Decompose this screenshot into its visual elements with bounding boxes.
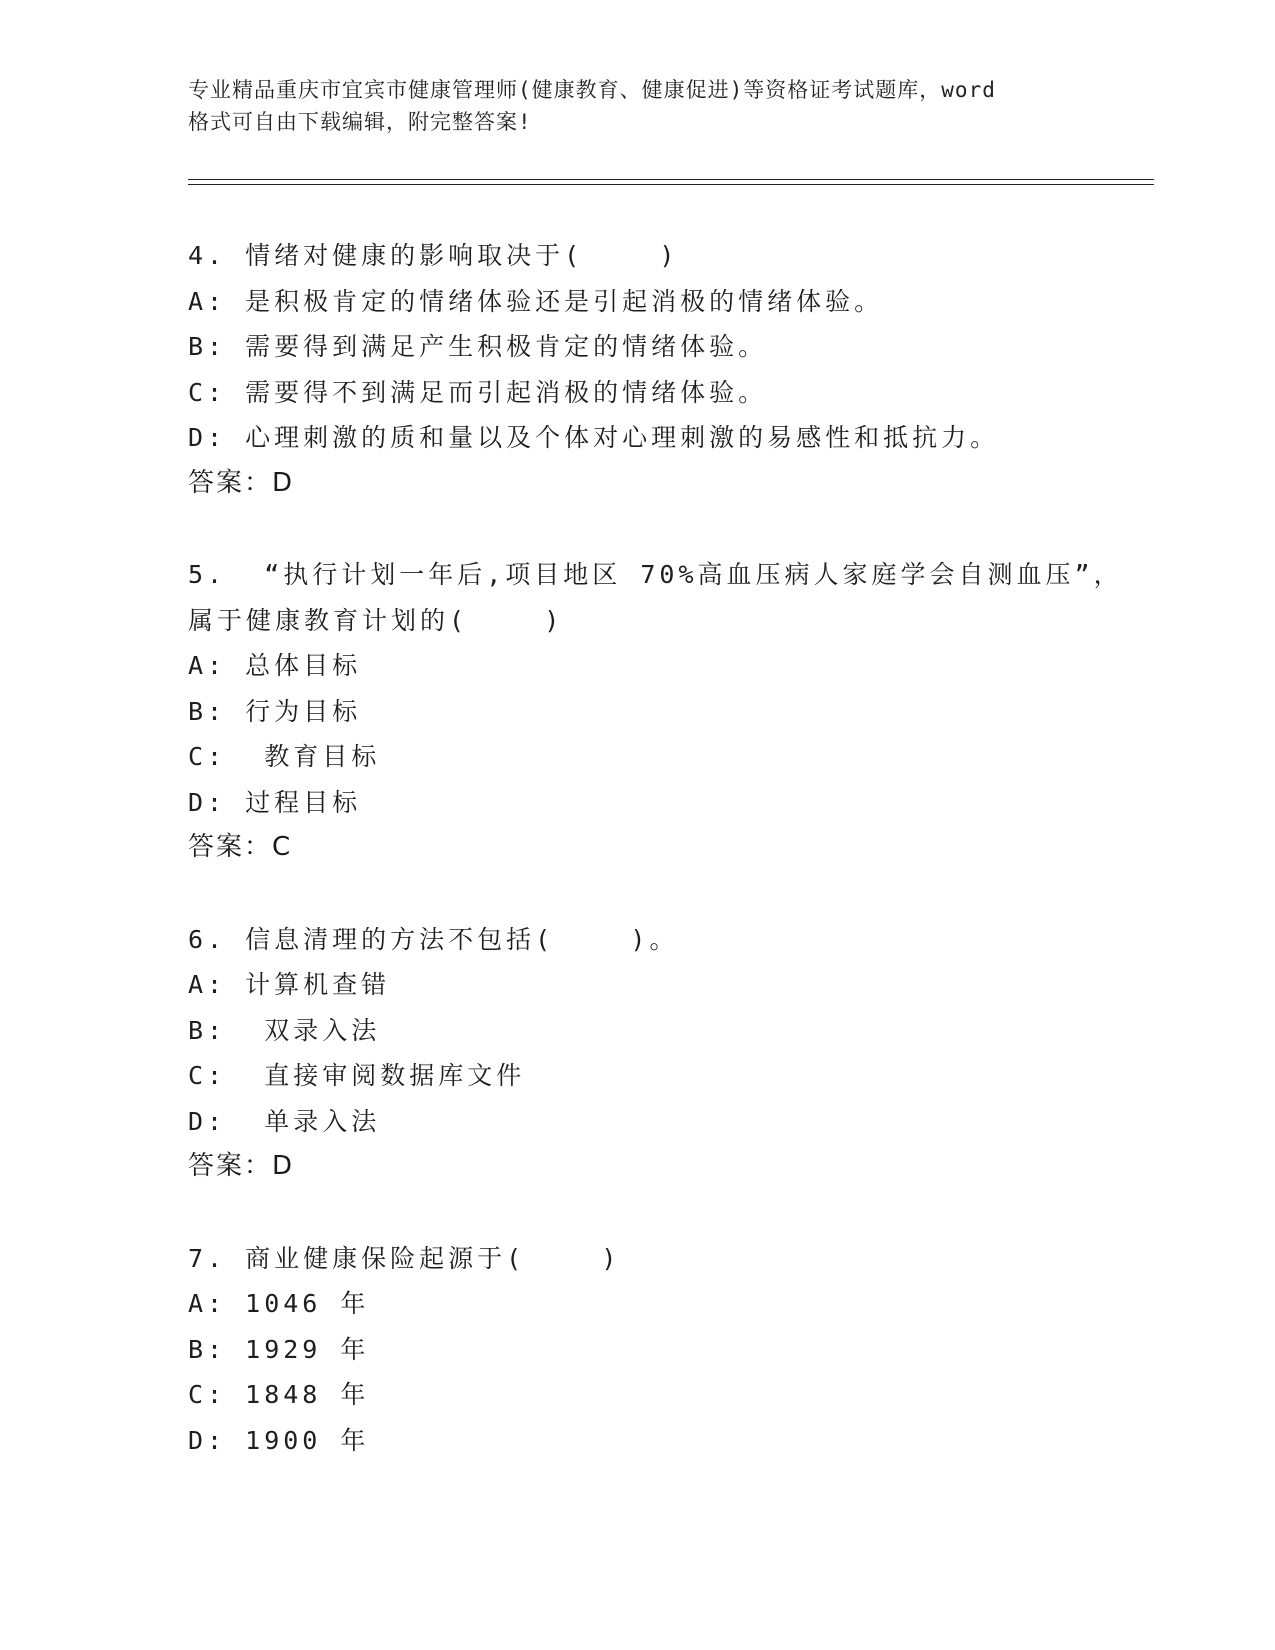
- question-stem: 4. 情绪对健康的影响取决于( ): [188, 241, 679, 270]
- option-a: A: 总体目标: [188, 651, 362, 680]
- question-5: [188, 552, 1123, 871]
- option-c: C: 直接审阅数据库文件: [188, 1061, 526, 1090]
- header-line-1: 专业精品重庆市宜宾市健康管理师(健康教育、健康促进)等资格证考试题库，word: [188, 78, 996, 102]
- option-d: D: 单录入法: [188, 1106, 381, 1136]
- option-a: A: 计算机查错: [188, 970, 391, 999]
- answer-label: 答案：D: [188, 467, 295, 498]
- header-divider-bottom: [188, 184, 1154, 185]
- answer-label: 答案：C: [188, 832, 293, 862]
- option-d: D: 过程目标: [188, 787, 362, 817]
- question-stem: 7. 商业健康保险起源于( ): [188, 1243, 621, 1273]
- option-d: D: 1900 年: [188, 1425, 370, 1455]
- option-a: A: 1046 年: [188, 1289, 370, 1318]
- answer-label: 答案：D: [188, 1151, 295, 1181]
- option-b: B: 1929 年: [188, 1334, 370, 1364]
- header-line-2: 格式可自由下载编辑，附完整答案!: [188, 110, 532, 134]
- question-stem-continued: 属于健康教育计划的( ): [188, 605, 564, 635]
- question-list: [188, 233, 1123, 1509]
- question-stem: 5. “执行计划一年后,项目地区 70%高血压病人家庭学会自测血压”，: [188, 560, 1123, 589]
- option-b: B: 需要得到满足产生积极肯定的情绪体验。: [188, 332, 768, 361]
- question-7: [188, 1236, 1108, 1464]
- option-d: D: 心理刺激的质和量以及个体对心理刺激的易感性和抵抗力。: [188, 423, 1000, 452]
- option-c: C: 教育目标: [188, 742, 381, 771]
- question-4: [188, 233, 1108, 506]
- question-stem: 6. 信息清理的方法不包括( )。: [188, 924, 679, 954]
- option-a: A: 是积极肯定的情绪体验还是引起消极的情绪体验。: [188, 286, 884, 316]
- option-b: B: 行为目标: [188, 696, 362, 726]
- page-header: [188, 74, 1088, 138]
- option-c: C: 需要得不到满足而引起消极的情绪体验。: [188, 377, 768, 407]
- question-6: [188, 917, 1108, 1190]
- option-b: B: 双录入法: [188, 1015, 381, 1045]
- option-c: C: 1848 年: [188, 1380, 370, 1409]
- header-divider-top: [188, 179, 1154, 180]
